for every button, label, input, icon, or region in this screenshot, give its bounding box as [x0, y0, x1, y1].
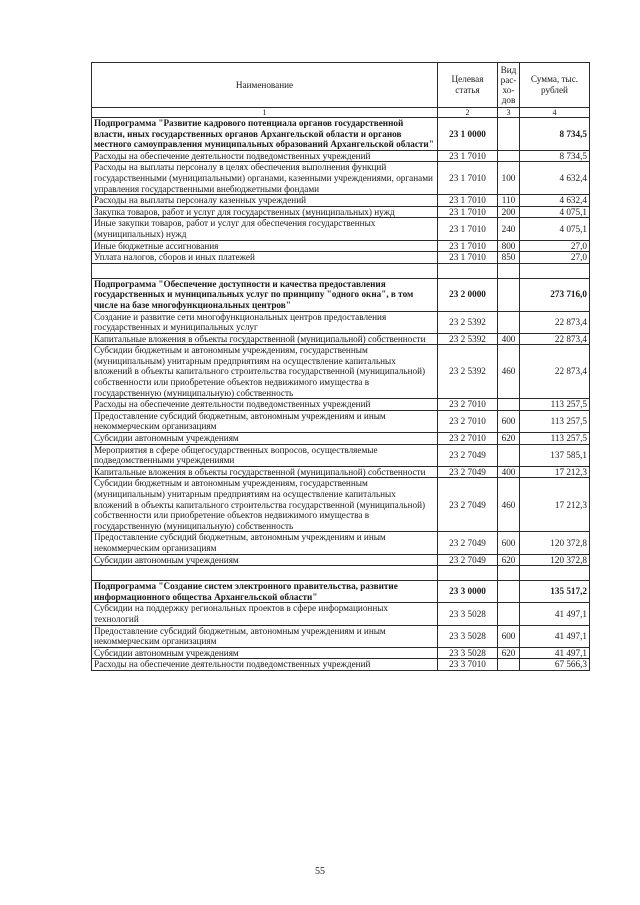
- vid-cell: [498, 311, 520, 333]
- table-row: [92, 433, 590, 445]
- code-cell: 23 1 7010: [438, 150, 498, 162]
- code-cell: 23 3 7010: [438, 659, 498, 671]
- name-cell: Субсидии автономным учреждениям: [92, 647, 438, 659]
- table-row: [92, 659, 590, 671]
- sum-cell: 22 873,4: [520, 345, 590, 399]
- code-cell: 23 2 5392: [438, 345, 498, 399]
- vid-cell: 620: [498, 433, 520, 445]
- name-cell: Предоставление субсидий бюджетным, автономным учреждениям и иным некоммерческим организациям: [92, 410, 438, 432]
- name-cell: Расходы на обеспечение деятельности подведомственных учреждений: [92, 150, 438, 162]
- code-cell: 23 2 7049: [438, 478, 498, 532]
- code-cell: 23 3 5028: [438, 647, 498, 659]
- name-cell: Субсидии бюджетным и автономным учреждениям, государственным (муниципальным) унитарным предприятиям на осуществление капитальных вложений в объекты капитального строительства государственной (муниципальной) собственности или приобретение объектов недвижимого имущества в государственную (муниципальную) собственность: [92, 478, 438, 532]
- name-cell: Мероприятия в сфере общегосударственных вопросов, осуществляемые подведомственными учреждениями: [92, 444, 438, 466]
- header-vid: Вид рас- хо- дов: [498, 63, 520, 108]
- sum-cell: 273 716,0: [520, 278, 590, 311]
- column-number: 1: [92, 108, 438, 118]
- vid-cell: [498, 278, 520, 311]
- table-row: [92, 554, 590, 566]
- table-row: [92, 466, 590, 478]
- vid-cell: [498, 581, 520, 603]
- vid-cell: 460: [498, 478, 520, 532]
- sum-cell: 22 873,4: [520, 333, 590, 345]
- sum-cell: 113 257,5: [520, 399, 590, 411]
- subprogram-row: [92, 278, 590, 311]
- name-cell: Иные закупки товаров, работ и услуг для обеспечения государственных (муниципальных) нужд: [92, 218, 438, 240]
- code-cell: 23 1 7010: [438, 195, 498, 207]
- budget-table: [91, 62, 590, 671]
- empty-cell: [438, 263, 498, 278]
- vid-cell: [498, 444, 520, 466]
- spacer-row: [92, 566, 590, 581]
- name-cell: Расходы на выплаты персоналу казенных учреждений: [92, 195, 438, 207]
- code-cell: 23 2 7049: [438, 466, 498, 478]
- table-row: [92, 252, 590, 264]
- vid-cell: 800: [498, 240, 520, 252]
- table-row: [92, 311, 590, 333]
- sum-cell: 41 497,1: [520, 647, 590, 659]
- name-cell: Иные бюджетные ассигнования: [92, 240, 438, 252]
- name-cell: Подпрограмма "Создание систем электронного правительства, развитие информационного общества Архангельской области": [92, 581, 438, 603]
- code-cell: 23 2 7049: [438, 532, 498, 554]
- name-cell: Предоставление субсидий бюджетным, автономным учреждениям и иным некоммерческим организациям: [92, 532, 438, 554]
- sum-cell: 137 585,1: [520, 444, 590, 466]
- table-row: [92, 647, 590, 659]
- vid-cell: [498, 150, 520, 162]
- code-cell: 23 1 0000: [438, 118, 498, 151]
- name-cell: Расходы на обеспечение деятельности подведомственных учреждений: [92, 659, 438, 671]
- empty-cell: [438, 566, 498, 581]
- sum-cell: 17 212,3: [520, 478, 590, 532]
- code-cell: 23 2 7010: [438, 433, 498, 445]
- name-cell: Уплата налогов, сборов и иных платежей: [92, 252, 438, 264]
- name-cell: Субсидии автономным учреждениям: [92, 433, 438, 445]
- vid-cell: 850: [498, 252, 520, 264]
- column-number: 2: [438, 108, 498, 118]
- name-cell: Субсидии бюджетным и автономным учреждениям, государственным (муниципальным) унитарным предприятиям на осуществление капитальных вложений в объекты капитального строительства государственной (муниципальной) собственности или приобретение объектов недвижимого имущества в государственную (муниципальную) собственность: [92, 345, 438, 399]
- table-row: [92, 162, 590, 195]
- vid-cell: [498, 659, 520, 671]
- code-cell: 23 2 5392: [438, 311, 498, 333]
- empty-cell: [520, 263, 590, 278]
- header-sum: Сумма, тыс. рублей: [520, 63, 590, 108]
- header-code: Целевая статья: [438, 63, 498, 108]
- vid-cell: 240: [498, 218, 520, 240]
- name-cell: Подпрограмма "Развитие кадрового потенциала органов государственной власти, иных государственных органов Архангельской области и органов местного самоуправления муниципальных образований Архангельской области": [92, 118, 438, 151]
- table-header: [92, 63, 590, 118]
- sum-cell: 17 212,3: [520, 466, 590, 478]
- table-row: [92, 150, 590, 162]
- name-cell: Капитальные вложения в объекты государственной (муниципальной) собственности: [92, 333, 438, 345]
- vid-cell: [498, 118, 520, 151]
- vid-cell: [498, 399, 520, 411]
- sum-cell: 4 632,4: [520, 195, 590, 207]
- table-row: [92, 333, 590, 345]
- column-number: 4: [520, 108, 590, 118]
- code-cell: 23 3 5028: [438, 603, 498, 625]
- name-cell: Закупка товаров, работ и услуг для государственных (муниципальных) нужд: [92, 206, 438, 218]
- sum-cell: 120 372,8: [520, 554, 590, 566]
- name-cell: Подпрограмма "Обеспечение доступности и качества предоставления государственных и муниципальных услуг по принципу "одного окна", в том числе на базе многофункциональных центров": [92, 278, 438, 311]
- name-cell: Капитальные вложения в объекты государственной (муниципальной) собственности: [92, 466, 438, 478]
- subprogram-row: [92, 581, 590, 603]
- name-cell: Расходы на выплаты персоналу в целях обеспечения выполнения функций государственными (муниципальными) органами, казенными учреждениями, органами управления государственными внебюджетными фондами: [92, 162, 438, 195]
- code-cell: 23 3 5028: [438, 625, 498, 647]
- vid-cell: 100: [498, 162, 520, 195]
- table-row: [92, 410, 590, 432]
- sum-cell: 120 372,8: [520, 532, 590, 554]
- table-row: [92, 206, 590, 218]
- code-cell: 23 2 7049: [438, 444, 498, 466]
- name-cell: Предоставление субсидий бюджетным, автономным учреждениям и иным некоммерческим организациям: [92, 625, 438, 647]
- code-cell: 23 3 0000: [438, 581, 498, 603]
- page-number: 55: [315, 866, 325, 877]
- table-row: [92, 603, 590, 625]
- column-number-row: [92, 108, 590, 118]
- sum-cell: 4 075,1: [520, 206, 590, 218]
- sum-cell: 41 497,1: [520, 603, 590, 625]
- code-cell: 23 1 7010: [438, 162, 498, 195]
- table-row: [92, 218, 590, 240]
- table-row: [92, 345, 590, 399]
- name-cell: Субсидии на поддержку региональных проектов в сфере информационных технологий: [92, 603, 438, 625]
- empty-cell: [520, 566, 590, 581]
- sum-cell: 67 566,3: [520, 659, 590, 671]
- sum-cell: 41 497,1: [520, 625, 590, 647]
- sum-cell: 4 632,4: [520, 162, 590, 195]
- empty-cell: [92, 263, 438, 278]
- vid-cell: 620: [498, 554, 520, 566]
- subprogram-row: [92, 118, 590, 151]
- vid-cell: 200: [498, 206, 520, 218]
- code-cell: 23 2 7010: [438, 399, 498, 411]
- vid-cell: [498, 603, 520, 625]
- sum-cell: 8 734,5: [520, 118, 590, 151]
- vid-cell: 460: [498, 345, 520, 399]
- vid-cell: 110: [498, 195, 520, 207]
- vid-cell: 600: [498, 625, 520, 647]
- vid-cell: 400: [498, 333, 520, 345]
- table-body: [92, 118, 590, 671]
- sum-cell: 113 257,5: [520, 433, 590, 445]
- sum-cell: 4 075,1: [520, 218, 590, 240]
- sum-cell: 113 257,5: [520, 410, 590, 432]
- empty-cell: [498, 263, 520, 278]
- code-cell: 23 1 7010: [438, 218, 498, 240]
- vid-cell: 600: [498, 532, 520, 554]
- sum-cell: 27,0: [520, 240, 590, 252]
- name-cell: Расходы на обеспечение деятельности подведомственных учреждений: [92, 399, 438, 411]
- code-cell: 23 2 0000: [438, 278, 498, 311]
- code-cell: 23 1 7010: [438, 240, 498, 252]
- column-number: 3: [498, 108, 520, 118]
- sum-cell: 135 517,2: [520, 581, 590, 603]
- code-cell: 23 2 7010: [438, 410, 498, 432]
- sum-cell: 8 734,5: [520, 150, 590, 162]
- sum-cell: 22 873,4: [520, 311, 590, 333]
- code-cell: 23 2 7049: [438, 554, 498, 566]
- table-row: [92, 532, 590, 554]
- vid-cell: 620: [498, 647, 520, 659]
- table-row: [92, 625, 590, 647]
- table-row: [92, 478, 590, 532]
- table-row: [92, 195, 590, 207]
- code-cell: 23 1 7010: [438, 252, 498, 264]
- table-row: [92, 399, 590, 411]
- code-cell: 23 2 5392: [438, 333, 498, 345]
- name-cell: Субсидии автономным учреждениям: [92, 554, 438, 566]
- code-cell: 23 1 7010: [438, 206, 498, 218]
- table-row: [92, 444, 590, 466]
- table-row: [92, 240, 590, 252]
- empty-cell: [92, 566, 438, 581]
- sum-cell: 27,0: [520, 252, 590, 264]
- vid-cell: 400: [498, 466, 520, 478]
- header-name: Наименование: [92, 63, 438, 108]
- name-cell: Создание и развитие сети многофункциональных центров предоставления государственных и муниципальных услуг: [92, 311, 438, 333]
- spacer-row: [92, 263, 590, 278]
- vid-cell: 600: [498, 410, 520, 432]
- empty-cell: [498, 566, 520, 581]
